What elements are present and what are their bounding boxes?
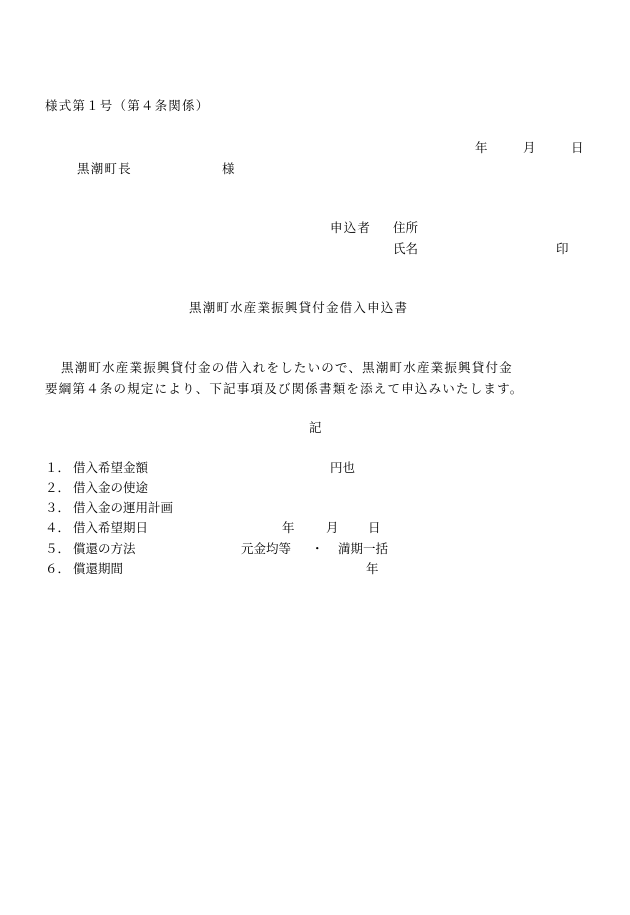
seal-mark: 印 <box>556 241 569 256</box>
item-label: 借入金の運用計画 <box>73 500 174 515</box>
address-label: 住所 <box>393 220 419 235</box>
item-month: 月 <box>326 520 339 535</box>
item-label: 借入希望金額 <box>73 460 149 475</box>
name-label: 氏名 <box>393 241 419 256</box>
date-day: 日 <box>571 140 584 155</box>
item-number: ２． <box>45 480 71 495</box>
date-month: 月 <box>523 140 536 155</box>
item-number: ３． <box>45 500 71 515</box>
addressee-name: 黒潮町長 <box>77 161 132 176</box>
item-value: 年 <box>366 561 379 576</box>
applicant-label: 申込者 <box>330 220 372 235</box>
form-number: 様式第１号（第４条関係） <box>45 98 210 113</box>
addressee-honorific: 様 <box>222 161 235 176</box>
item-value: 円也 <box>330 460 356 475</box>
body-line-2: 要綱第４条の規定により、下記事項及び関係書類を添えて申込みいたします。 <box>45 381 524 396</box>
item-number: ４． <box>45 520 71 535</box>
item-number: ５． <box>45 541 71 556</box>
item-label: 償還期間 <box>73 561 124 576</box>
item-label: 償還の方法 <box>73 541 136 556</box>
date-year: 年 <box>475 140 488 155</box>
item-year: 年 <box>282 520 295 535</box>
repayment-option-lump: 満期一括 <box>338 541 389 556</box>
item-label: 借入希望期日 <box>73 520 149 535</box>
option-separator: ・ <box>311 541 324 556</box>
item-number: １． <box>45 460 71 475</box>
repayment-option-equal: 元金均等 <box>241 541 292 556</box>
document-title: 黒潮町水産業振興貸付金借入申込書 <box>189 300 409 315</box>
item-number: ６． <box>45 561 71 576</box>
ki-label: 記 <box>309 420 322 435</box>
body-line-1: 黒潮町水産業振興貸付金の借入れをしたいので、黒潮町水産業振興貸付金 <box>61 360 513 375</box>
item-label: 借入金の使途 <box>73 480 149 495</box>
item-day: 日 <box>368 520 381 535</box>
